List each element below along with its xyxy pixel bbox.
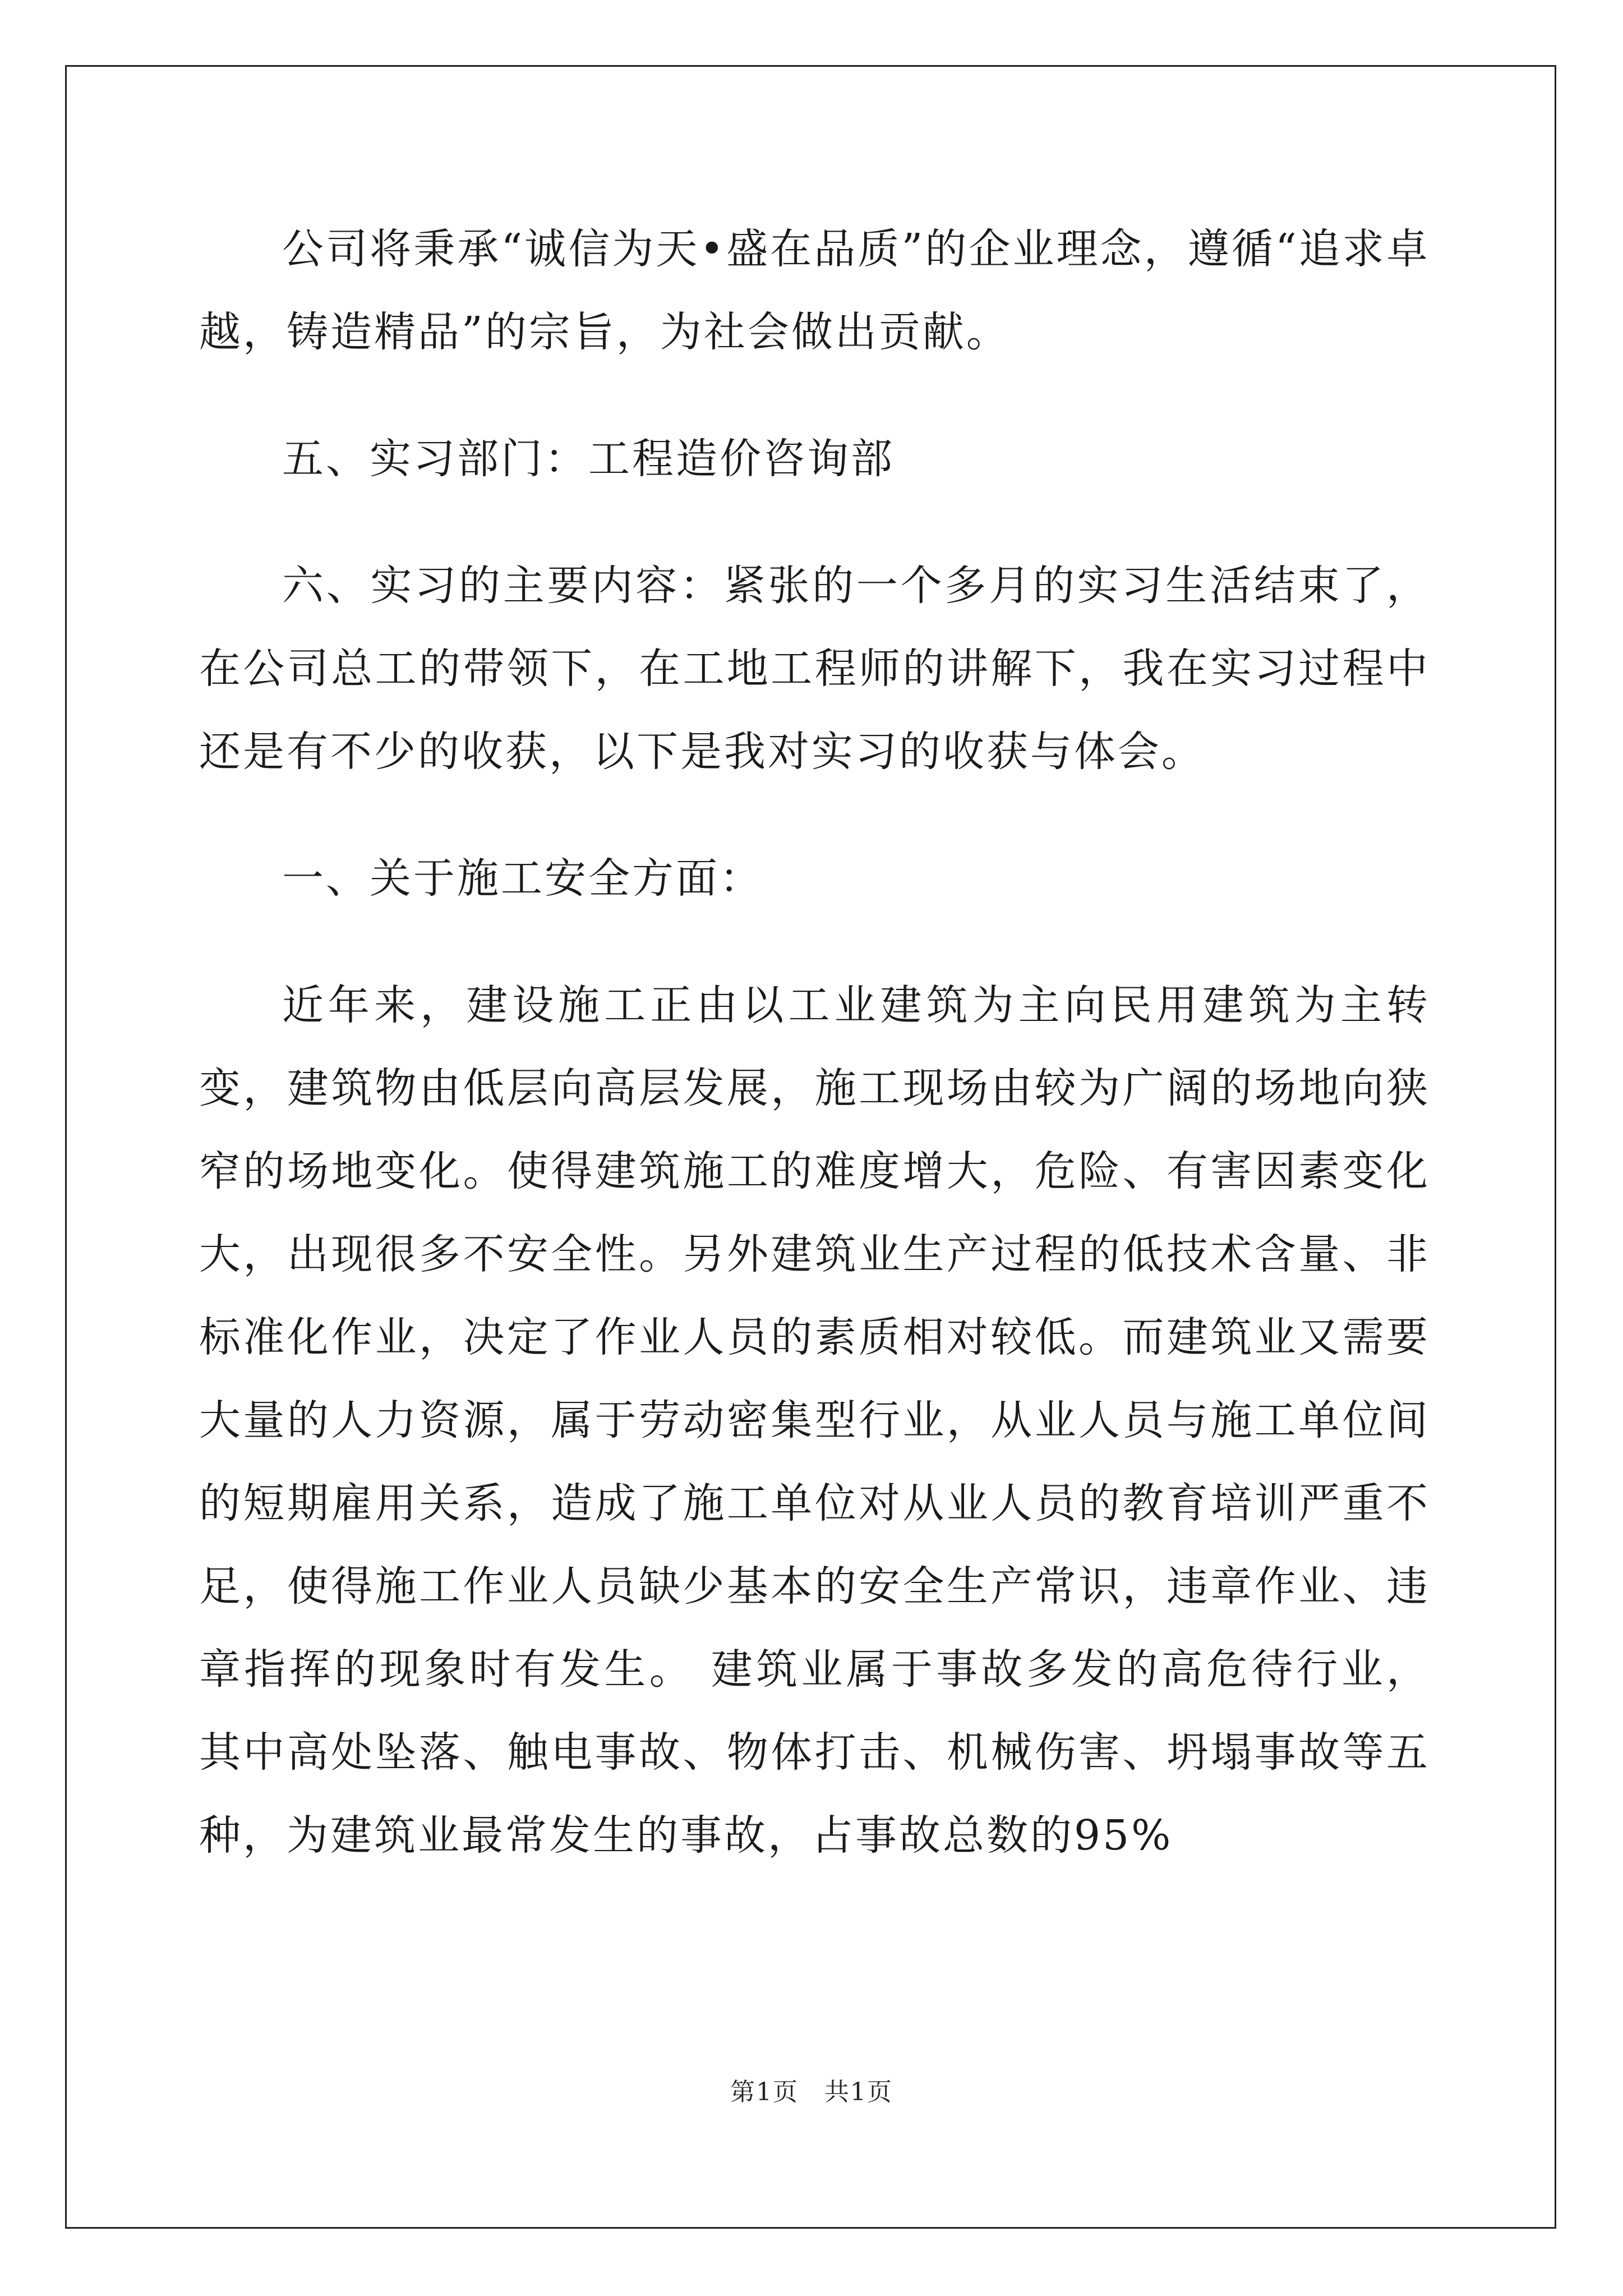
paragraph-internship-content: 六、实习的主要内容：紧张的一个多月的实习生活结束了，在公司总工的带领下，在工地工程师的讲解下，我在实习过程中还是有不少的收获，以下是我对实习的收获与体会。: [199, 562, 1430, 776]
paragraph-company-philosophy: 公司将秉承“诚信为天•盛在品质”的企业理念，遵循“追求卓越，铸造精品”的宗旨，为社会做出贡献。: [199, 225, 1430, 356]
document-body: [199, 208, 1430, 1921]
paragraph-internship-department: 五、实习部门：工程造价咨询部: [282, 435, 895, 483]
paragraph-safety-heading: 一、关于施工安全方面：: [282, 854, 763, 903]
paragraph-safety-body: 近年来，建设施工正由以工业建筑为主向民用建筑为主转变，建筑物由低层向高层发展，施工现场由较为广阔的场地向狭窄的场地变化。使得建筑施工的难度增大，危险、有害因素变化大，出现很多不安全性。另外建筑业生产过程的低技术含量、非标准化作业，决定了作业人员的素质相对较低。而建筑业又需要大量的人力资源，属于劳动密集型行业，从业人员与施工单位间的短期雇用关系，造成了施工单位对从业人员的教育培训严重不足，使得施工作业人员缺少基本的安全生产常识，违章作业、违章指挥的现象时有发生。 建筑业属于事故多发的高危待行业，其中高处坠落、触电事故、物体打击、机械伤害、坍塌事故等五种，为建筑业最常发生的事故，占事故总数的95%: [199, 981, 1430, 1860]
page-number-footer: 第1页 共1页: [730, 2078, 893, 2106]
